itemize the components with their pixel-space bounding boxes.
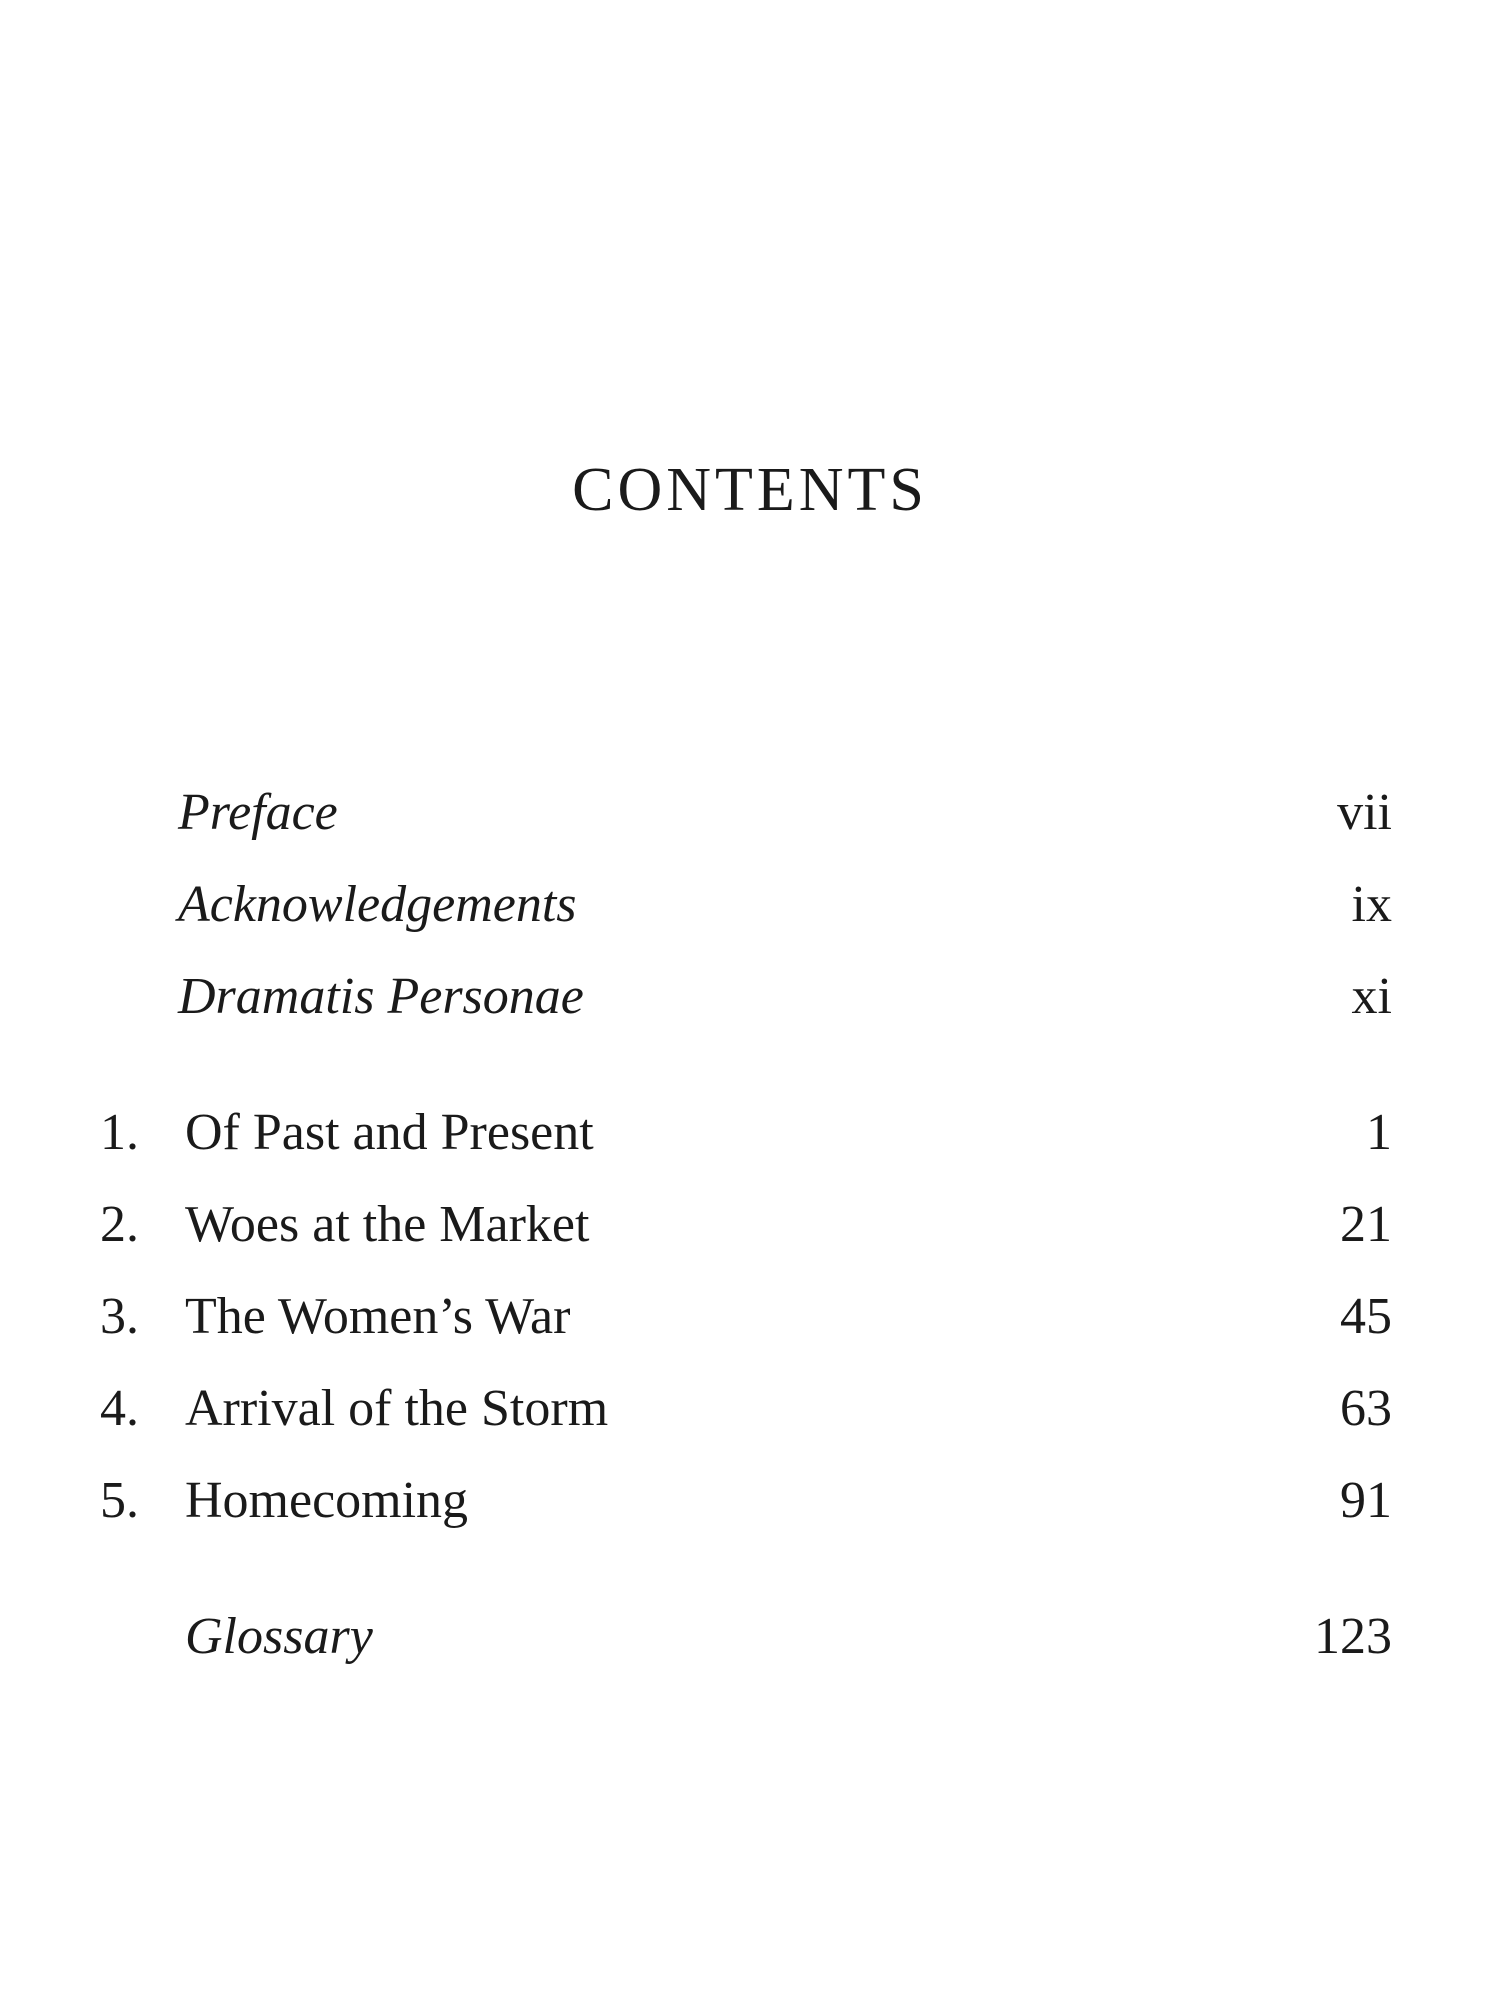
toc-entry-page: 123 [1314, 1608, 1392, 1665]
chapter-page: 45 [1340, 1288, 1392, 1345]
toc-entry-dramatis-personae [0, 962, 1500, 1032]
toc-entry-page: ix [1351, 876, 1392, 933]
chapter-number: 5. [100, 1472, 139, 1529]
chapter-page: 91 [1340, 1472, 1392, 1529]
toc-entry-title: Acknowledgements [178, 876, 577, 933]
toc-entry-title: Preface [178, 784, 338, 841]
chapter-title: Homecoming [185, 1472, 469, 1529]
toc-entry-page: xi [1351, 968, 1392, 1025]
toc-entry-preface [0, 778, 1500, 848]
toc-entry-title: Dramatis Personae [178, 968, 584, 1025]
toc-chapter-4 [0, 1374, 1500, 1444]
toc-entry-page: vii [1337, 784, 1392, 841]
toc-chapter-2 [0, 1190, 1500, 1260]
toc-chapter-5 [0, 1466, 1500, 1536]
chapter-title: Of Past and Present [185, 1104, 594, 1161]
toc-entry-glossary [0, 1602, 1500, 1672]
toc-chapter-1 [0, 1098, 1500, 1168]
chapter-page: 21 [1340, 1196, 1392, 1253]
chapter-title: The Women’s War [185, 1288, 571, 1345]
chapter-number: 2. [100, 1196, 139, 1253]
toc-chapter-3 [0, 1282, 1500, 1352]
chapter-page: 1 [1366, 1104, 1392, 1161]
chapter-title: Arrival of the Storm [185, 1380, 609, 1437]
chapter-number: 3. [100, 1288, 139, 1345]
chapter-number: 4. [100, 1380, 139, 1437]
chapter-title: Woes at the Market [185, 1196, 590, 1253]
chapter-page: 63 [1340, 1380, 1392, 1437]
chapter-number: 1. [100, 1104, 139, 1161]
toc-entry-acknowledgements [0, 870, 1500, 940]
contents-heading: CONTENTS [572, 456, 928, 524]
toc-entry-title: Glossary [185, 1608, 373, 1665]
